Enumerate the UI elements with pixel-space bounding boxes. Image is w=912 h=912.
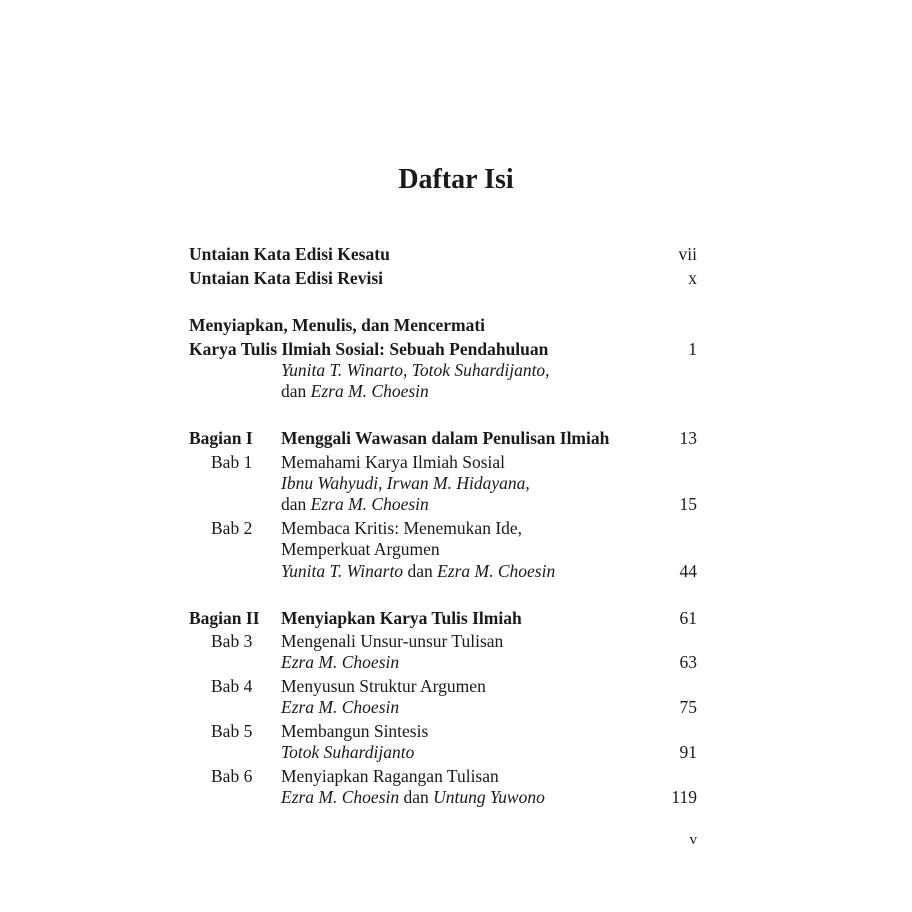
intro-title-line1: Menyiapkan, Menulis, dan Mencermati bbox=[189, 315, 486, 335]
chapter-label: Bab 2 bbox=[211, 518, 253, 538]
author-name: Yunita T. Winarto bbox=[281, 561, 404, 581]
part-title: Menyiapkan Karya Tulis Ilmiah bbox=[281, 608, 522, 628]
chapter-author: Ezra M. Choesin bbox=[281, 697, 400, 717]
chapter-title: Mengenali Unsur-unsur Tulisan bbox=[281, 631, 504, 651]
part-page: 13 bbox=[679, 428, 697, 448]
toc-entry-label: Untaian Kata Edisi Revisi bbox=[189, 268, 383, 288]
chapter-title-line1: Membaca Kritis: Menemukan Ide, bbox=[281, 518, 523, 538]
author-name: Untung Yuwono bbox=[433, 787, 545, 807]
chapter-page: 119 bbox=[671, 787, 697, 807]
chapter-label: Bab 5 bbox=[211, 721, 253, 741]
author-conjunction: dan bbox=[399, 787, 434, 807]
author-name: Ezra M. Choesin bbox=[310, 381, 429, 401]
chapter-title-line2: Memperkuat Argumen bbox=[281, 539, 440, 559]
author-conjunction: dan bbox=[403, 561, 438, 581]
chapter-page: 91 bbox=[679, 742, 697, 762]
intro-title-line2: Karya Tulis Ilmiah Sosial: Sebuah Pendahuluan bbox=[189, 339, 549, 359]
intro-author-line1: Yunita T. Winarto, Totok Suhardijanto, bbox=[281, 360, 550, 380]
chapter-title: Memahami Karya Ilmiah Sosial bbox=[281, 452, 506, 472]
chapter-title: Menyusun Struktur Argumen bbox=[281, 676, 486, 696]
author-conjunction: dan bbox=[281, 381, 311, 401]
author-conjunction: dan bbox=[281, 494, 311, 514]
chapter-page: 44 bbox=[679, 561, 697, 581]
chapter-page: 63 bbox=[679, 652, 697, 672]
toc-entry-page: x bbox=[688, 268, 697, 288]
author-name: Ezra M. Choesin bbox=[281, 787, 400, 807]
chapter-label: Bab 1 bbox=[211, 452, 253, 472]
chapter-author: Ezra M. Choesin bbox=[281, 652, 400, 672]
part-title: Menggali Wawasan dalam Penulisan Ilmiah bbox=[281, 428, 610, 448]
chapter-author-line1: Ibnu Wahyudi, Irwan M. Hidayana, bbox=[281, 473, 530, 493]
chapter-title: Membangun Sintesis bbox=[281, 721, 429, 741]
page-title: Daftar Isi bbox=[398, 164, 514, 195]
toc-entry-label: Untaian Kata Edisi Kesatu bbox=[189, 244, 390, 264]
chapter-page: 75 bbox=[679, 697, 697, 717]
toc-entry-page: vii bbox=[678, 244, 697, 264]
chapter-label: Bab 6 bbox=[211, 766, 253, 786]
part-page: 61 bbox=[679, 608, 697, 628]
chapter-page: 15 bbox=[679, 494, 697, 514]
intro-author-line2 bbox=[281, 380, 429, 402]
part-label: Bagian I bbox=[189, 428, 253, 448]
chapter-label: Bab 3 bbox=[211, 631, 253, 651]
page-number: v bbox=[689, 832, 697, 848]
chapter-author-line2 bbox=[281, 493, 429, 515]
part-label: Bagian II bbox=[189, 608, 260, 628]
intro-page: 1 bbox=[688, 339, 697, 359]
author-name: Ezra M. Choesin bbox=[437, 561, 556, 581]
chapter-title: Menyiapkan Ragangan Tulisan bbox=[281, 766, 499, 786]
chapter-author bbox=[281, 786, 545, 808]
chapter-author bbox=[281, 560, 555, 582]
chapter-author: Totok Suhardijanto bbox=[281, 742, 415, 762]
author-name: Ezra M. Choesin bbox=[310, 494, 429, 514]
chapter-label: Bab 4 bbox=[211, 676, 253, 696]
